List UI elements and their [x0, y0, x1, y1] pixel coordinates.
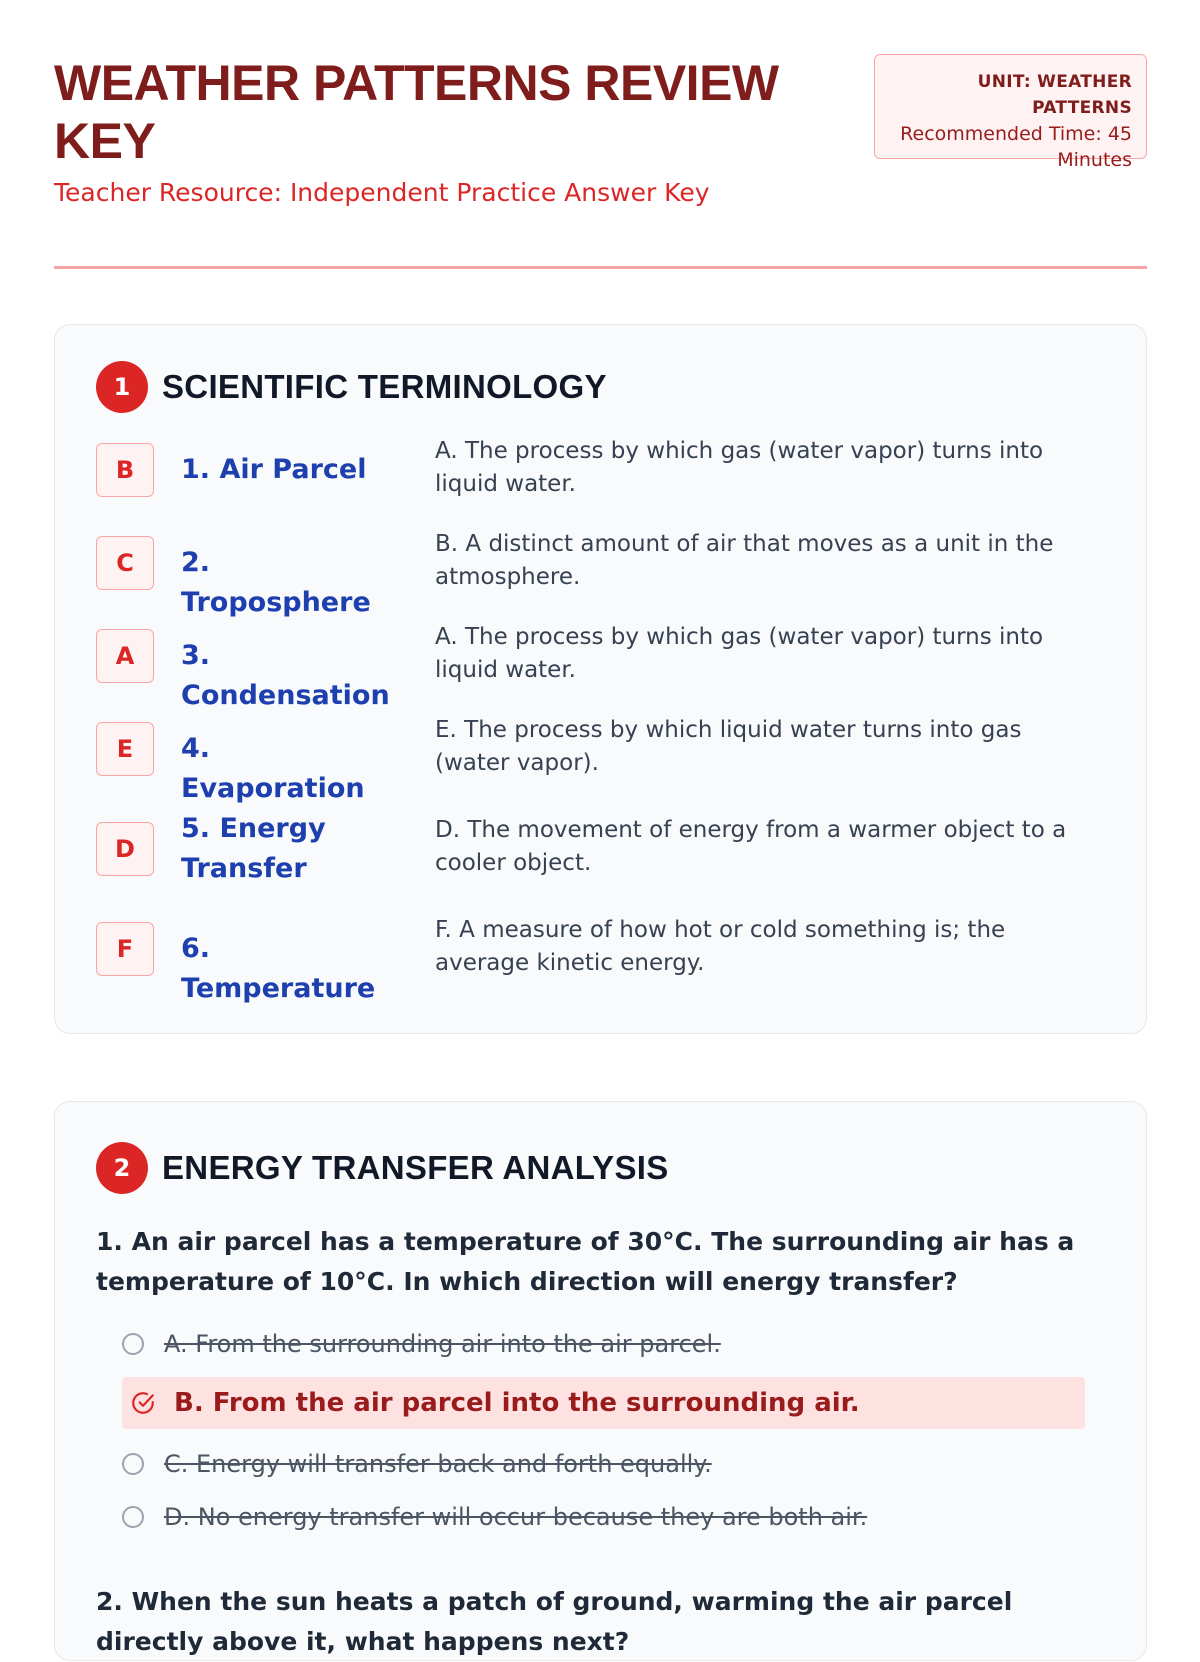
section-title: ENERGY TRANSFER ANALYSIS [162, 1149, 669, 1186]
section-title: SCIENTIFIC TERMINOLOGY [162, 368, 607, 405]
answer-box: C [96, 536, 154, 590]
term-label: 2. Troposphere [181, 547, 371, 618]
term-definition: A. The process by which gas (water vapor) turns into liquid water. [435, 438, 1044, 497]
recommended-time: Recommended Time: 45 Minutes [900, 123, 1132, 171]
question-2: 2. When the sun heats a patch of ground, warming the air parcel directly above it, what happens next? [96, 1587, 1013, 1656]
section-header [96, 361, 607, 413]
term-label: 5. Energy Transfer [181, 813, 326, 884]
term-label: 6. Temperature [181, 933, 376, 1004]
header-divider [54, 266, 1147, 269]
page-subtitle: Teacher Resource: Independent Practice Answer Key [54, 178, 710, 207]
option-text: D. No energy transfer will occur because they are both air. [164, 1503, 868, 1531]
term-definition: B. A distinct amount of air that moves as a unit in the atmosphere. [435, 531, 1054, 590]
terminology-section [54, 324, 1147, 1034]
page-title: WEATHER PATTERNS REVIEW KEY [54, 55, 779, 169]
option-text: A. From the surrounding air into the air parcel. [164, 1330, 721, 1358]
term-definition: A. The process by which gas (water vapor) turns into liquid water. [435, 624, 1044, 683]
option-a[interactable] [122, 1318, 1085, 1370]
answer-box: F [96, 922, 154, 976]
unit-label: UNIT: WEATHER PATTERNS [977, 72, 1132, 118]
answer-box: B [96, 443, 154, 497]
section-number-badge: 2 [96, 1142, 148, 1194]
option-c[interactable] [122, 1438, 1085, 1490]
question-1: 1. An air parcel has a temperature of 30°C. The surrounding air has a temperature of 10°C. In which direction will energy transfer? [96, 1227, 1075, 1296]
answer-box: D [96, 822, 154, 876]
term-definition: F. A measure of how hot or cold something is; the average kinetic energy. [435, 917, 1006, 976]
option-text: B. From the air parcel into the surrounding air. [174, 1388, 860, 1418]
option-b-correct[interactable] [122, 1377, 1085, 1429]
radio-unselected-icon [122, 1333, 144, 1355]
answer-box: E [96, 722, 154, 776]
unit-info-box [874, 54, 1147, 171]
header [54, 0, 1147, 270]
term-definition: D. The movement of energy from a warmer object to a cooler object. [435, 817, 1067, 876]
term-definition: E. The process by which liquid water turns into gas (water vapor). [435, 717, 1022, 776]
energy-transfer-section [54, 1101, 1147, 1661]
radio-unselected-icon [122, 1453, 144, 1475]
term-label: 1. Air Parcel [181, 454, 367, 485]
answer-box: A [96, 629, 154, 683]
check-circle-icon [130, 1390, 156, 1416]
section-header [96, 1142, 669, 1194]
answer-key-page [54, 0, 1147, 1656]
option-text: C. Energy will transfer back and forth equally. [164, 1450, 712, 1478]
term-label: 4. Evaporation [181, 733, 365, 804]
option-d[interactable] [122, 1491, 1085, 1543]
radio-unselected-icon [122, 1506, 144, 1528]
section-number-badge: 1 [96, 361, 148, 413]
term-label: 3. Condensation [181, 640, 390, 711]
